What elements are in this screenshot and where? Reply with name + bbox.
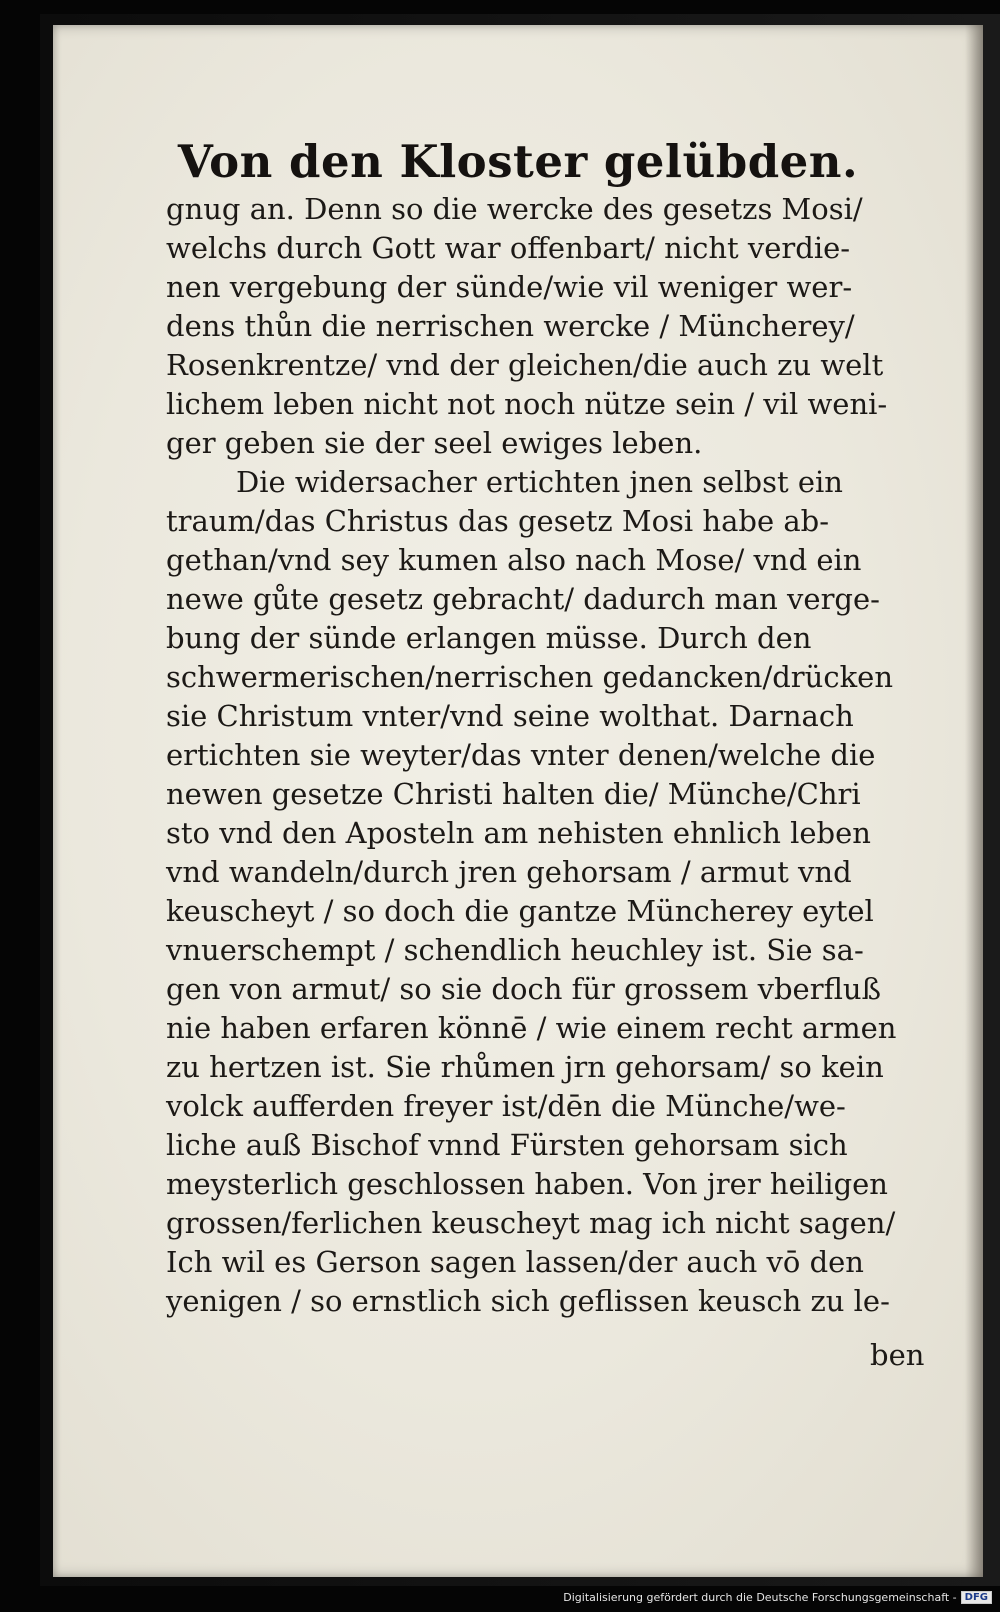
- text-line: schwermerischen/nerrischen gedancken/drücken: [166, 660, 893, 694]
- text-line: gethan/vnd sey kumen also nach Mose/ vnd ein: [166, 543, 862, 577]
- page-edge: [965, 25, 983, 1577]
- text-line: welchs durch Gott war offenbart/ nicht verdie-: [166, 231, 851, 265]
- text-line: vnuerschempt / schendlich heuchley ist. Sie sa-: [166, 933, 864, 967]
- text-line: traum/das Christus das gesetz Mosi habe ab-: [166, 504, 829, 538]
- text-line: newen gesetze Christi halten die/ Münche/Chri: [166, 777, 861, 811]
- text-line: Ich wil es Gerson sagen lassen/der auch vō den: [166, 1245, 864, 1279]
- text-line: bung der sünde erlangen müsse. Durch den: [166, 621, 812, 655]
- dfg-logo: DFG: [961, 1591, 992, 1604]
- text-line: ger geben sie der seel ewiges leben.: [166, 426, 703, 460]
- text-line: nen vergebung der sünde/wie vil weniger wer-: [166, 270, 853, 304]
- paragraph-start-line: Die widersacher ertichten jnen selbst ein: [236, 465, 843, 499]
- text-line: lichem leben nicht not noch nütze sein / vil weni-: [166, 387, 888, 421]
- body-text: [166, 190, 921, 1321]
- text-line: ertichten sie weyter/das vnter denen/welche die: [166, 738, 876, 772]
- text-line: vnd wandeln/durch jren gehorsam / armut vnd: [166, 855, 852, 889]
- text-line: sto vnd den Aposteln am nehisten ehnlich leben: [166, 816, 871, 850]
- text-line: keuscheyt / so doch die gantze Müncherey eytel: [166, 894, 874, 928]
- text-line: zu hertzen ist. Sie rhůmen jrn gehorsam/ so kein: [166, 1050, 884, 1084]
- text-line: grossen/ferlichen keuscheyt mag ich nicht sagen/: [166, 1206, 896, 1240]
- digitization-credit: [563, 1591, 992, 1604]
- credit-text: Digitalisierung gefördert durch die Deutsche Forschungsgemeinschaft -: [563, 1591, 957, 1604]
- text-line: nie haben erfaren könnē / wie einem recht armen: [166, 1011, 897, 1045]
- text-line: gnug an. Denn so die wercke des gesetzs Mosi/: [166, 192, 863, 226]
- text-line: sie Christum vnter/vnd seine wolthat. Darnach: [166, 699, 854, 733]
- catchword: ben: [870, 1338, 925, 1372]
- text-line: volck aufferden freyer ist/dēn die Münche/we-: [166, 1089, 846, 1123]
- text-line: gen von armut/ so sie doch für grossem vberfluß: [166, 972, 881, 1006]
- text-line: meysterlich geschlossen haben. Von jrer heiligen: [166, 1167, 888, 1201]
- text-line: Rosenkrentze/ vnd der gleichen/die auch zu welt: [166, 348, 884, 382]
- text-line: newe gůte gesetz gebracht/ dadurch man verge-: [166, 582, 880, 616]
- text-line: liche auß Bischof vnnd Fürsten gehorsam sich: [166, 1128, 848, 1162]
- text-line: yenigen / so ernstlich sich geflissen keusch zu le-: [166, 1284, 890, 1318]
- running-header: Von den Kloster gelübden.: [177, 135, 859, 188]
- text-line: dens thůn die nerrischen wercke / Müncherey/: [166, 309, 855, 343]
